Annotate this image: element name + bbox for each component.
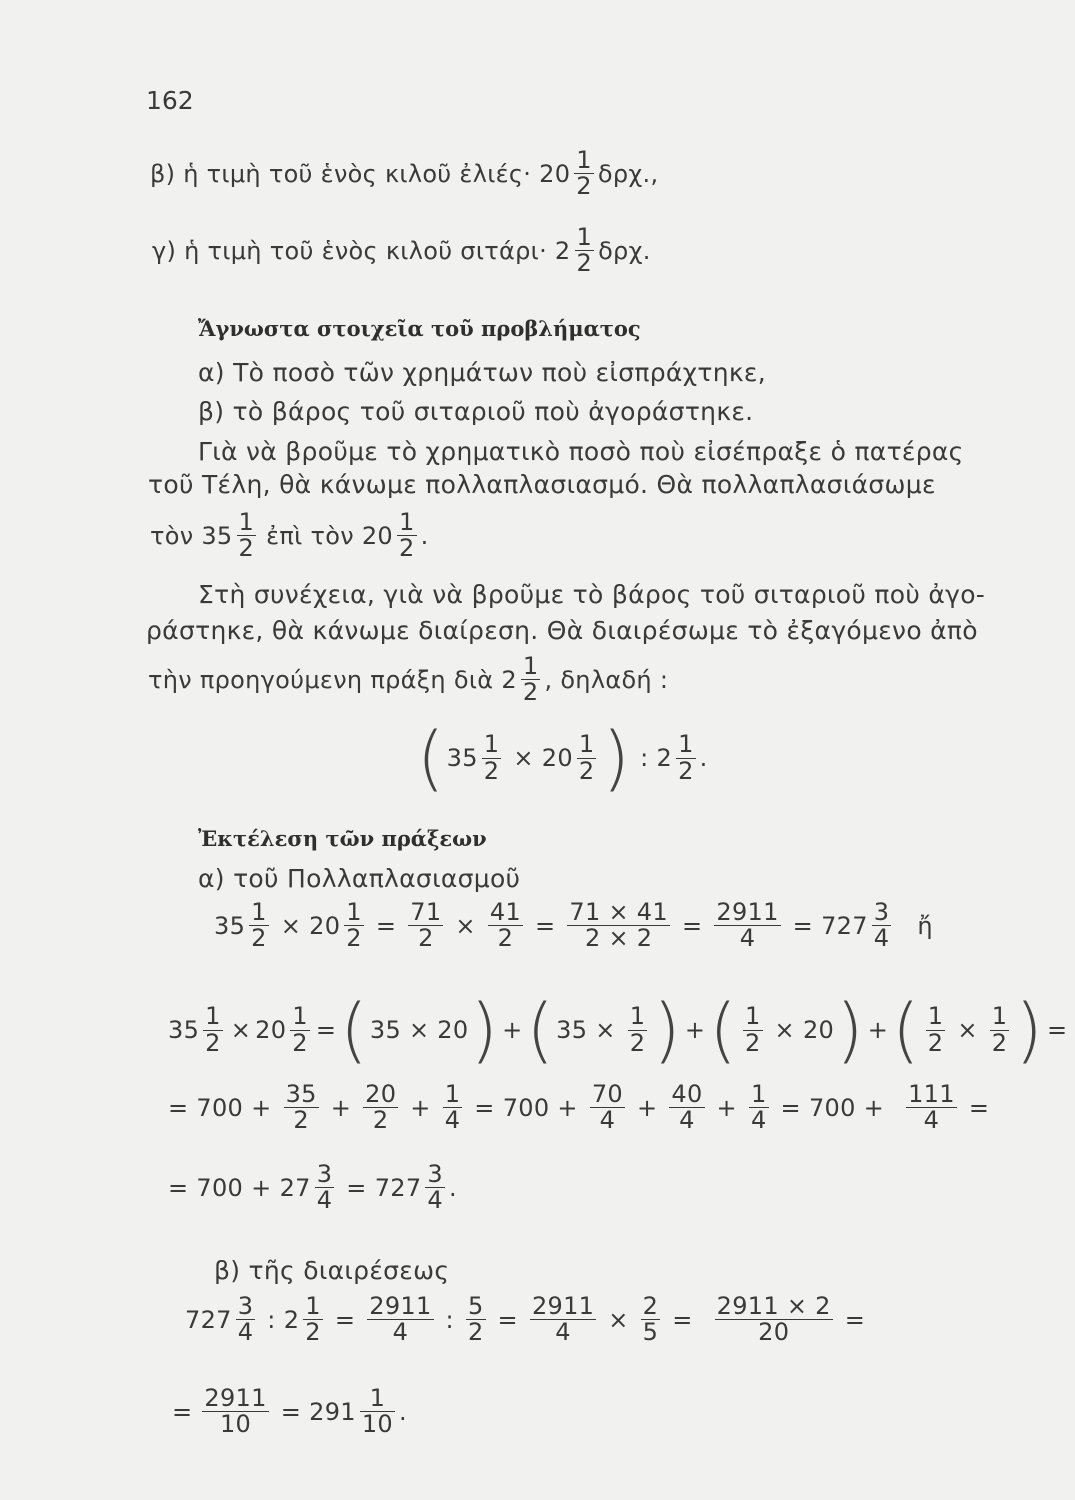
fraction: $\frac{2911 \times 2}{20}$ bbox=[716, 1292, 831, 1347]
fraction: $\frac{1}{2}$ bbox=[522, 652, 539, 707]
fraction: $\frac{2911}{4}$ bbox=[531, 1292, 595, 1347]
multiplication-line-3: = 700 + $\frac{35}{2}$ + $\frac{20}{2}$ + $\frac{1}{4}$ = 700 + $\frac{70}{4}$ + $\frac{40}{4}$ + $\frac{1}{4}$ = 700 + $\frac{111}{4}$ = bbox=[168, 1080, 990, 1135]
fraction: $\frac{1}{2}$ bbox=[576, 223, 593, 278]
division-line-2: = $\frac{2911}{10}$ = 291 $\frac{1}{10}$ . bbox=[172, 1384, 407, 1439]
unknown-alpha: α) Τὸ ποσὸ τῶν χρημάτων ποὺ εἰσπράχτηκε, bbox=[198, 358, 766, 387]
given-gamma-text: γ) ἡ τιμὴ τοῦ ἑνὸς κιλοῦ σιτάρι· 2 bbox=[152, 236, 571, 265]
fraction: $\frac{1}{2}$ bbox=[576, 146, 592, 201]
division-line-1: 727 $\frac{3}{4}$ : 2 $\frac{1}{2}$ = $\frac{2911}{4}$ : $\frac{5}{2}$ = $\frac{2911}{4}$ × $\frac{2}{5}$ = $\frac{2911 \times 2}{20}$ = bbox=[185, 1292, 866, 1347]
fraction: $\frac{2911}{10}$ bbox=[204, 1384, 267, 1439]
fraction: $\frac{1}{2}$ bbox=[205, 1002, 221, 1057]
fraction: $\frac{40}{4}$ bbox=[671, 1080, 703, 1135]
fraction: $\frac{1}{2}$ bbox=[238, 508, 255, 563]
given-beta-text: β) ἡ τιμὴ τοῦ ἑνὸς κιλοῦ ἐλιές· 20 bbox=[150, 159, 571, 188]
fraction: $\frac{3}{4}$ bbox=[237, 1292, 254, 1347]
fraction: $\frac{1}{2}$ bbox=[991, 1002, 1008, 1057]
given-beta-line bbox=[150, 148, 658, 199]
fraction: $\frac{5}{2}$ bbox=[467, 1292, 484, 1347]
or-word: ἤ bbox=[917, 911, 933, 940]
multiplication-line-4: = 700 + 27 $\frac{3}{4}$ = 727 $\frac{3}{4}$ . bbox=[168, 1160, 457, 1215]
para1-line2: τοῦ Τέλη, θὰ κάνωμε πολλαπλασιασμό. Θὰ πολλαπλασιάσωμε bbox=[148, 470, 936, 499]
fraction: $\frac{1}{2}$ bbox=[398, 508, 415, 563]
fraction: $\frac{1}{2}$ bbox=[251, 898, 267, 953]
para2-line1: Στὴ συνέχεια, γιὰ νὰ βροῦμε τὸ βάρος τοῦ σιταριοῦ ποὺ ἀγο- bbox=[198, 580, 986, 609]
para1-line3: τὸν 35 $\frac{1}{2}$ ἐπὶ τὸν 20 $\frac{1}{2}$ . bbox=[150, 508, 429, 563]
fraction: $\frac{20}{2}$ bbox=[365, 1080, 397, 1135]
division-expression: ( 35 $\frac{1}{2}$ × 20 $\frac{1}{2}$ ) : 2 $\frac{1}{2}$ . bbox=[417, 717, 708, 799]
unknown-beta: β) τὸ βάρος τοῦ σιταριοῦ ποὺ ἀγοράστηκε. bbox=[198, 397, 754, 426]
fraction: $\frac{70}{4}$ bbox=[591, 1080, 623, 1135]
execution-beta: β) τῆς διαιρέσεως bbox=[214, 1256, 450, 1285]
execution-heading: Ἐκτέλεση τῶν πράξεων bbox=[198, 826, 487, 851]
fraction: $\frac{2911}{4}$ bbox=[716, 898, 779, 953]
given-gamma-unit: δρχ. bbox=[598, 236, 651, 265]
fraction: $\frac{1}{2}$ bbox=[578, 730, 595, 785]
fraction: $\frac{2911}{4}$ bbox=[369, 1292, 432, 1347]
multiplication-line-2: 35 $\frac{1}{2}$ × 20 $\frac{1}{2}$ = ( 35 × 20 ) + ( 35 × $\frac{1}{2}$ ) + ( $\frac{1}{2}$ × 20 ) + ( $\frac{1}{2}$ × $\frac{1}{2}$ ) = bbox=[168, 989, 1068, 1071]
fraction: $\frac{1}{10}$ bbox=[361, 1384, 393, 1439]
fraction: $\frac{3}{4}$ bbox=[873, 898, 890, 953]
fraction: $\frac{1}{2}$ bbox=[744, 1002, 761, 1057]
given-gamma-line bbox=[152, 225, 651, 276]
fraction: $\frac{71 \times 41}{2 \times 2}$ bbox=[569, 898, 668, 953]
fraction: $\frac{1}{2}$ bbox=[629, 1002, 646, 1057]
unknowns-heading: Ἄγνωστα στοιχεῖα τοῦ προβλήματος bbox=[198, 316, 641, 341]
fraction: $\frac{1}{4}$ bbox=[444, 1080, 461, 1135]
execution-alpha: α) τοῦ Πολλαπλασιασμοῦ bbox=[198, 864, 521, 893]
para1-line1: Γιὰ νὰ βροῦμε τὸ χρηματικὸ ποσὸ ποὺ εἰσέπραξε ὁ πατέρας bbox=[198, 437, 964, 466]
fraction: $\frac{111}{4}$ bbox=[908, 1080, 955, 1135]
fraction: $\frac{3}{4}$ bbox=[427, 1160, 443, 1215]
fraction: $\frac{1}{2}$ bbox=[292, 1002, 308, 1057]
multiplication-line-1: 35 $\frac{1}{2}$ × 20 $\frac{1}{2}$ = $\frac{71}{2}$ × $\frac{41}{2}$ = $\frac{71 \times 41}{2 \times 2}$ = $\frac{2911}{4}$ = 727 $\frac{3}{4}$ ἤ bbox=[214, 898, 933, 953]
fraction: $\frac{1}{4}$ bbox=[750, 1080, 767, 1135]
para2-line3: τὴν προηγούμενη πράξη διὰ 2 $\frac{1}{2}$ , δηλαδή : bbox=[148, 652, 669, 707]
fraction: $\frac{1}{2}$ bbox=[927, 1002, 944, 1057]
given-beta-unit: δρχ., bbox=[597, 159, 659, 188]
page-number: 162 bbox=[146, 86, 194, 115]
fraction: $\frac{1}{2}$ bbox=[346, 898, 362, 953]
fraction: $\frac{1}{2}$ bbox=[483, 730, 500, 785]
fraction: $\frac{3}{4}$ bbox=[316, 1160, 333, 1215]
fraction: $\frac{35}{2}$ bbox=[285, 1080, 317, 1135]
fraction: $\frac{2}{5}$ bbox=[642, 1292, 659, 1347]
fraction: $\frac{1}{2}$ bbox=[305, 1292, 321, 1347]
fraction: $\frac{41}{2}$ bbox=[489, 898, 521, 953]
fraction: $\frac{1}{2}$ bbox=[678, 730, 694, 785]
fraction: $\frac{71}{2}$ bbox=[410, 898, 442, 953]
para2-line2: ράστηκε, θὰ κάνωμε διαίρεση. Θὰ διαιρέσωμε τὸ ἐξαγόμενο ἀπὸ bbox=[146, 616, 978, 645]
